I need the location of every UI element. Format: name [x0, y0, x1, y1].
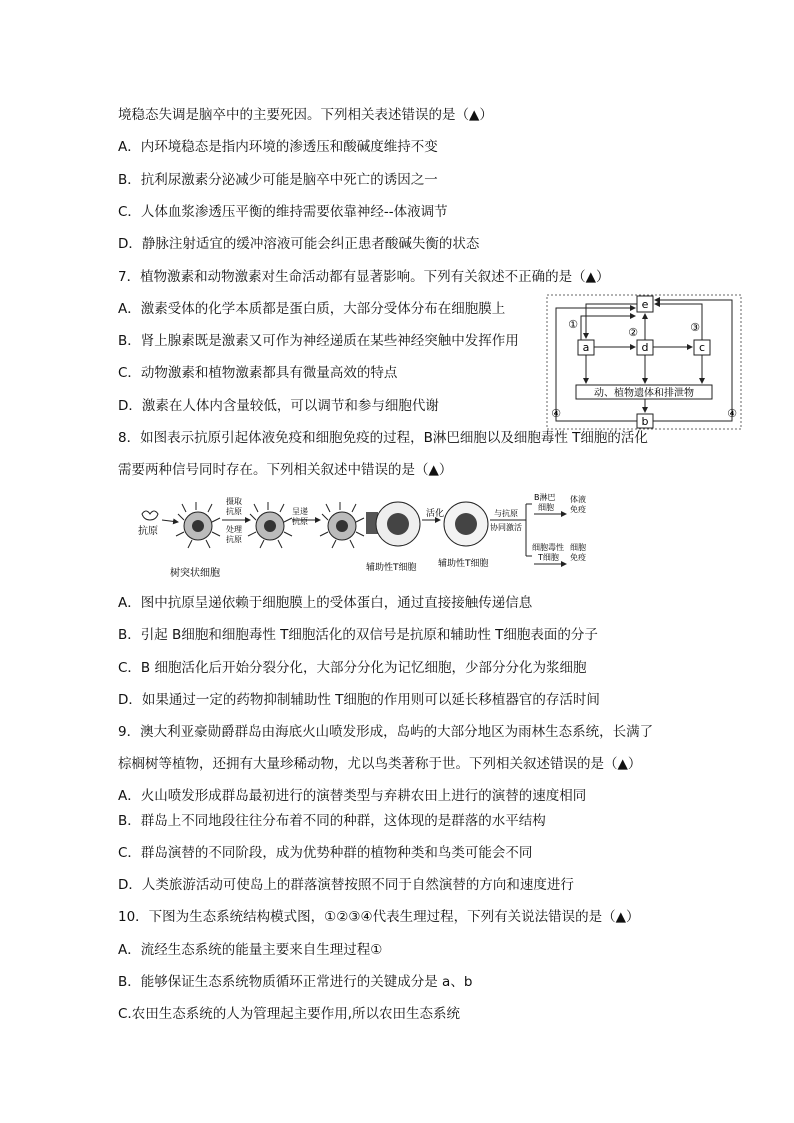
cytotoxic-t-cell-label-1: 细胞毒性	[532, 543, 564, 552]
step-process-label-2: 抗原	[226, 535, 242, 544]
node-d-label: d	[641, 341, 649, 354]
node-b-label: b	[641, 415, 649, 428]
step-process-label-1: 处理	[226, 525, 242, 534]
q9-option-d: D．人类旅游活动可使岛上的群落演替按照不同于自然演替的方向和速度进行	[118, 877, 574, 893]
process-1-label: ①	[568, 318, 578, 331]
helper-t-cell-2-label: 辅助性T细胞	[438, 559, 489, 569]
process-4-left-label: ④	[551, 407, 561, 420]
question-10-stem: 10．下图为生态系统结构模式图，①②③④代表生理过程，下列有关说法错误的是（▲）	[118, 909, 640, 925]
dendritic-cell-3-icon	[320, 502, 364, 548]
q6-option-b: B．抗利尿激素分泌减少可能是脑卒中死亡的诱因之一	[118, 172, 438, 188]
question-9-stem: 9．澳大利亚豪勋爵群岛由海底火山喷发形成，岛屿的大部分地区为雨林生态系统，长满了	[118, 724, 654, 740]
q9-option-a: A．火山喷发形成群岛最初进行的演替类型与弃耕农田上进行的演替的速度相同	[118, 788, 587, 804]
immune-response-diagram	[134, 490, 614, 582]
q6-option-c: C．人体血浆渗透压平衡的维持需要依靠神经--体液调节	[118, 204, 448, 220]
antigen-label: 抗原	[138, 526, 158, 537]
process-2-label: ②	[628, 326, 638, 339]
q7-option-a: A．激素受体的化学本质都是蛋白质，大部分受体分布在细胞膜上	[118, 301, 506, 317]
b-cell-label-2: 细胞	[538, 503, 554, 512]
q8-option-a: A．图中抗原呈递依赖于细胞膜上的受体蛋白，通过直接接触传递信息	[118, 595, 533, 611]
b-cell-label-1: B淋巴	[534, 493, 556, 502]
q6-option-a: A．内环境稳态是指内环境的渗透压和酸碱度维持不变	[118, 139, 438, 155]
q8-option-c: C．B 细胞活化后开始分裂分化，大部分分化为记忆细胞，少部分分化为浆细胞	[118, 660, 587, 676]
step-present-label-2: 抗原	[292, 517, 308, 526]
question-8-stem-2: 需要两种信号同时存在。下列相关叙述中错误的是（▲）	[118, 462, 453, 478]
question-8-stem: 8．如图表示抗原引起体液免疫和细胞免疫的过程，B淋巴细胞以及细胞毒性 T细胞的活化	[118, 430, 648, 446]
node-a-label: a	[582, 341, 590, 354]
humoral-immunity-label-2: 免疫	[570, 505, 586, 514]
step-present-label-1: 呈递	[292, 507, 308, 516]
q7-option-d: D．激素在人体内含量较低，可以调节和参与细胞代谢	[118, 398, 439, 414]
ecosystem-structure-diagram	[546, 294, 742, 430]
helper-t-cell-2-icon	[444, 502, 488, 546]
q8-option-d: D．如果通过一定的药物抑制辅助性 T细胞的作用则可以延长移植器官的存活时间	[118, 692, 600, 708]
activate-label: 活化	[426, 509, 445, 519]
q7-option-c: C．动物激素和植物激素都具有微量高效的特点	[118, 365, 398, 381]
helper-t-cell-1-label: 辅助性T细胞	[366, 563, 417, 573]
remains-label: 动、植物遗体和排泄物	[594, 388, 694, 399]
cellular-immunity-label-1: 细胞	[570, 543, 586, 552]
q10-option-b: B．能够保证生态系统物质循环正常进行的关键成分是 a、b	[118, 974, 473, 990]
process-4-right-label: ④	[727, 407, 737, 420]
question-9-stem-2: 棕榈树等植物，还拥有大量珍稀动物，尤以鸟类著称于世。下列相关叙述错误的是（▲）	[118, 756, 642, 772]
question-6-stem-end: 境稳态失调是脑卒中的主要死因。下列相关表述错误的是（▲）	[118, 107, 493, 123]
node-e-label: e	[641, 298, 649, 311]
q9-option-c: C．群岛演替的不同阶段，成为优势种群的植物种类和鸟类可能会不同	[118, 845, 533, 861]
q10-option-c: C.农田生态系统的人为管理起主要作用,所以农田生态系统	[118, 1006, 461, 1022]
dendritic-cell-label: 树突状细胞	[170, 568, 220, 579]
cytotoxic-t-cell-label-2: T细胞	[538, 553, 559, 562]
step-take-label-2: 抗原	[226, 507, 242, 516]
step-take-label-1: 摄取	[226, 497, 242, 506]
q9-option-b: B．群岛上不同地段往往分布着不同的种群，这体现的是群落的水平结构	[118, 813, 546, 829]
node-c-label: c	[698, 341, 706, 354]
q7-option-b: B．肾上腺素既是激素又可作为神经递质在某些神经突触中发挥作用	[118, 333, 519, 349]
cellular-immunity-label-2: 免疫	[570, 553, 586, 562]
dendritic-cell-1-icon	[176, 502, 220, 548]
process-3-label: ③	[690, 321, 700, 334]
question-7-stem: 7．植物激素和动物激素对生命活动都有显著影响。下列有关叙述不正确的是（▲）	[118, 269, 610, 285]
with-antigen-label: 与抗原	[494, 509, 518, 518]
helper-t-cell-1-icon	[366, 502, 420, 546]
q10-option-a: A．流经生态系统的能量主要来自生理过程①	[118, 942, 383, 958]
dendritic-cell-2-icon	[248, 502, 292, 548]
co-activate-label: 协同激活	[490, 523, 522, 532]
humoral-immunity-label-1: 体液	[570, 495, 586, 504]
q8-option-b: B．引起 B细胞和细胞毒性 T细胞活化的双信号是抗原和辅助性 T细胞表面的分子	[118, 627, 598, 643]
antigen-icon	[142, 511, 158, 520]
q6-option-d: D．静脉注射适宜的缓冲溶液可能会纠正患者酸碱失衡的状态	[118, 236, 480, 252]
